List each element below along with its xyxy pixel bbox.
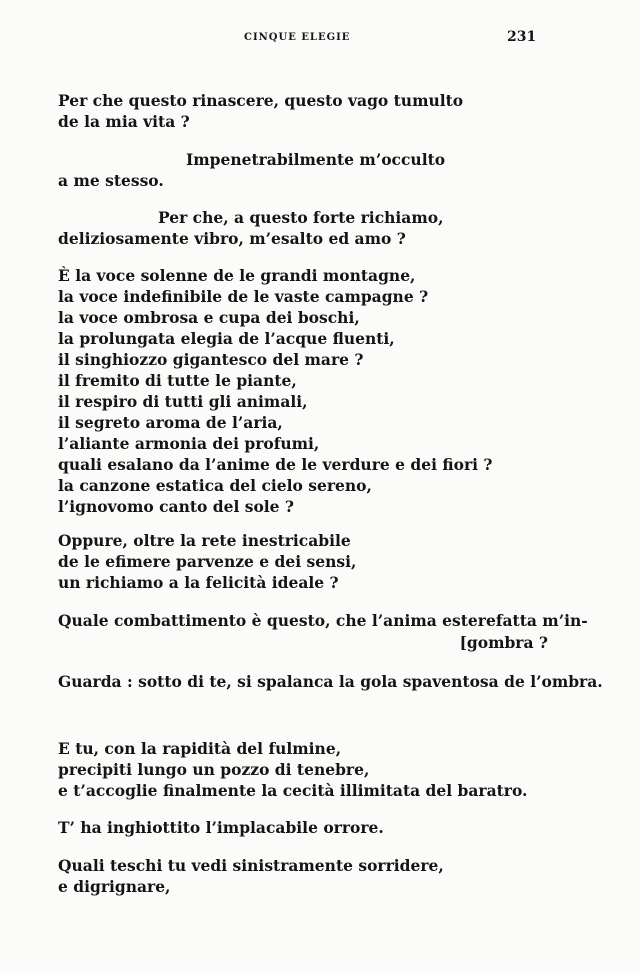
verse-line: T’ ha inghiottito l’implacabile orrore. [58, 818, 384, 837]
verse-line: la prolungata elegia de l’acque fluenti, [58, 329, 395, 348]
verse-line: Per che questo rinascere, questo vago tumulto [58, 91, 464, 110]
page-number: 231 [507, 29, 537, 45]
verse-line: Impenetrabilmente m’occulto [186, 150, 446, 169]
verse-line: precipiti lungo un pozzo di tenebre, [58, 760, 370, 779]
verse-line: la voce indefinibile de le vaste campagne ? [58, 287, 429, 306]
verse-line: Quali teschi tu vedi sinistramente sorridere, [58, 856, 444, 875]
verse-line: Per che, a questo forte richiamo, [158, 208, 444, 227]
verse-line: l’ignovomo canto del sole ? [58, 497, 295, 516]
verse-line: e digrignare, [58, 877, 171, 896]
verse-line: Quale combattimento è questo, che l’anima esterefatta m’in- [58, 611, 588, 630]
verse-line: e t’accoglie finalmente la cecità illimitata del baratro. [58, 781, 528, 800]
verse-line: E tu, con la rapidità del fulmine, [58, 739, 342, 758]
verse-line: deliziosamente vibro, m’esalto ed amo ? [58, 229, 406, 248]
verse-line: Oppure, oltre la rete inestricabile [58, 531, 351, 550]
verse-line: È la voce solenne de le grandi montagne, [58, 266, 416, 285]
verse-line: Guarda : sotto di te, si spalanca la gola spaventosa de l’ombra. [58, 672, 603, 691]
verse-line: il respiro di tutti gli animali, [58, 392, 308, 411]
verse-line: quali esalano da l’anime de le verdure e dei fiori ? [58, 455, 493, 474]
verse-line: de la mia vita ? [58, 112, 190, 131]
verse-line: il segreto aroma de l’aria, [58, 413, 283, 432]
verse-line: a me stesso. [58, 171, 164, 190]
verse-line: il fremito di tutte le piante, [58, 371, 297, 390]
verse-line: la voce ombrosa e cupa dei boschi, [58, 308, 360, 327]
verse-line: l’aliante armonia dei profumi, [58, 434, 320, 453]
verse-line: il singhiozzo gigantesco del mare ? [58, 350, 364, 369]
verse-line-continuation: [gombra ? [459, 633, 548, 652]
running-title: CINQUE ELEGIE [244, 32, 351, 43]
verse-line: la canzone estatica del cielo sereno, [58, 476, 372, 495]
verse-line: de le efimere parvenze e dei sensi, [58, 552, 357, 571]
verse-line: un richiamo a la felicità ideale ? [58, 573, 339, 592]
